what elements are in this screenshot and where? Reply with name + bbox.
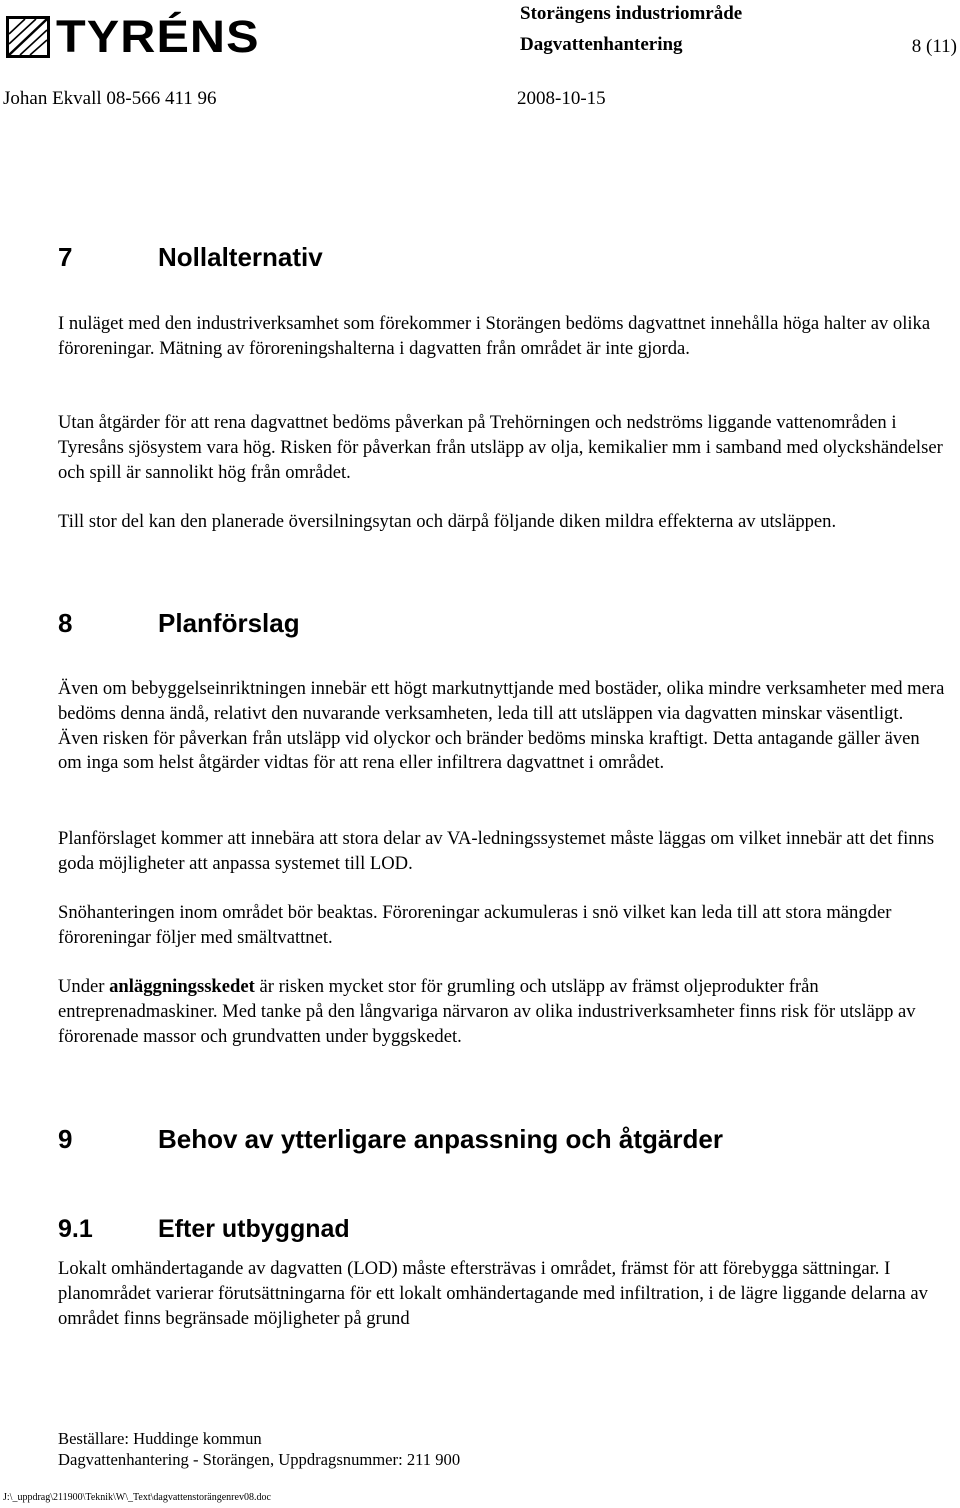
paragraph [58, 975, 948, 1049]
page-indicator: 8 (11) [911, 36, 957, 57]
text-run: Under [58, 976, 110, 997]
paragraph [58, 312, 948, 362]
document-date: 2008-10-15 [517, 88, 606, 109]
section-title: Planförslag [158, 608, 300, 638]
paragraph-text: I nuläget med den industriverksamhet som förekommer i Storängen bedöms dagvattnet innehålla höga halter av olika föroreningar. Mätning av föroreningshalterna i dagvatten från området är inte gjorda. [58, 313, 931, 359]
paragraph [58, 677, 948, 776]
section-number: 9 [58, 1124, 73, 1154]
paragraph [58, 1257, 948, 1331]
footer-client: Beställare: Huddinge kommun [58, 1429, 262, 1448]
footer-assignment: Dagvattenhantering - Storängen, Uppdragsnummer: 211 900 [58, 1450, 461, 1469]
author-contact: Johan Ekvall 08-566 411 96 [3, 88, 217, 109]
footer-file-path: J:\_uppdrag\211900\Teknik\W\_Text\dagvattenstorängenrev08.doc [3, 1492, 271, 1503]
company-logo [6, 11, 260, 62]
paragraph-text: Utan åtgärder för att rena dagvattnet bedöms påverkan på Trehörningen och nedströms liggande vattenområden i Tyresåns sjösystem vara hög. Risken för påverkan från utsläpp av olja, kemikalier mm i samband med olyckshändelser och spill är sannolikt hög från området. [58, 412, 943, 483]
subsection-number: 9.1 [58, 1215, 93, 1243]
section-number: 8 [58, 608, 73, 638]
paragraph-text: Planförslaget kommer att innebära att stora delar av VA-ledningssystemet måste läggas om vilket innebär att det finns goda möjligheter att anpassa systemet till LOD. [58, 828, 935, 874]
section-title: Nollalternativ [158, 242, 323, 272]
paragraph-text: Lokalt omhändertagande av dagvatten (LOD) måste eftersträvas i området, främst för att förebygga sättningar. I planområdet varierar förutsättningarna för ett lokalt omhändertagande med infiltration, i de lägre liggande delarna av området finns begränsade möjligheter på grund [58, 1258, 928, 1329]
paragraph-text: Snöhanteringen inom området bör beaktas. Föroreningar ackumuleras i snö vilket kan leda till att stora mängder föroreningar följer med smältvattnet. [58, 902, 892, 948]
subsection-title: Efter utbyggnad [158, 1215, 350, 1243]
paragraph [58, 827, 948, 877]
paragraph [58, 510, 948, 535]
project-title: Storängens industriområde [520, 3, 743, 24]
paragraph-text: Till stor del kan den planerade översilningsytan och därpå följande diken mildra effekterna av utsläppen. [58, 511, 837, 532]
document-subject: Dagvattenhantering [520, 34, 683, 55]
section-number: 7 [58, 242, 73, 272]
tyrens-logo-icon [6, 16, 50, 58]
emphasized-term: anläggningsskedet [109, 976, 255, 997]
paragraph [58, 901, 948, 951]
text-run: är risken mycket stor för grumling och utsläpp av främst oljeprodukter från entreprenadmaskiner. Med tanke på den långvariga närvaron av olika industriverksamheter finns risk för utsläpp av förorenade massor och grundvatten under byggskedet. [58, 976, 916, 1047]
logo-wordmark: TYRÉNS [56, 11, 260, 62]
paragraph [58, 411, 948, 485]
section-title: Behov av ytterligare anpassning och åtgärder [158, 1124, 723, 1154]
paragraph-text [58, 975, 948, 1049]
paragraph-text: Även om bebyggelseinriktningen innebär ett högt markutnyttjande med bostäder, olika mindre verksamheter med mera bedöms denna ändå, relativt den nuvarande verksamheten, leda till att utsläppen via dagvatten minskar väsentligt. Även risken för påverkan från utsläpp vid olyckor och bränder bedöms minska kraftigt. Detta antagande gäller även om inga som helst åtgärder vidtas för att rena eller infiltrera dagvattnet i området. [58, 678, 945, 774]
